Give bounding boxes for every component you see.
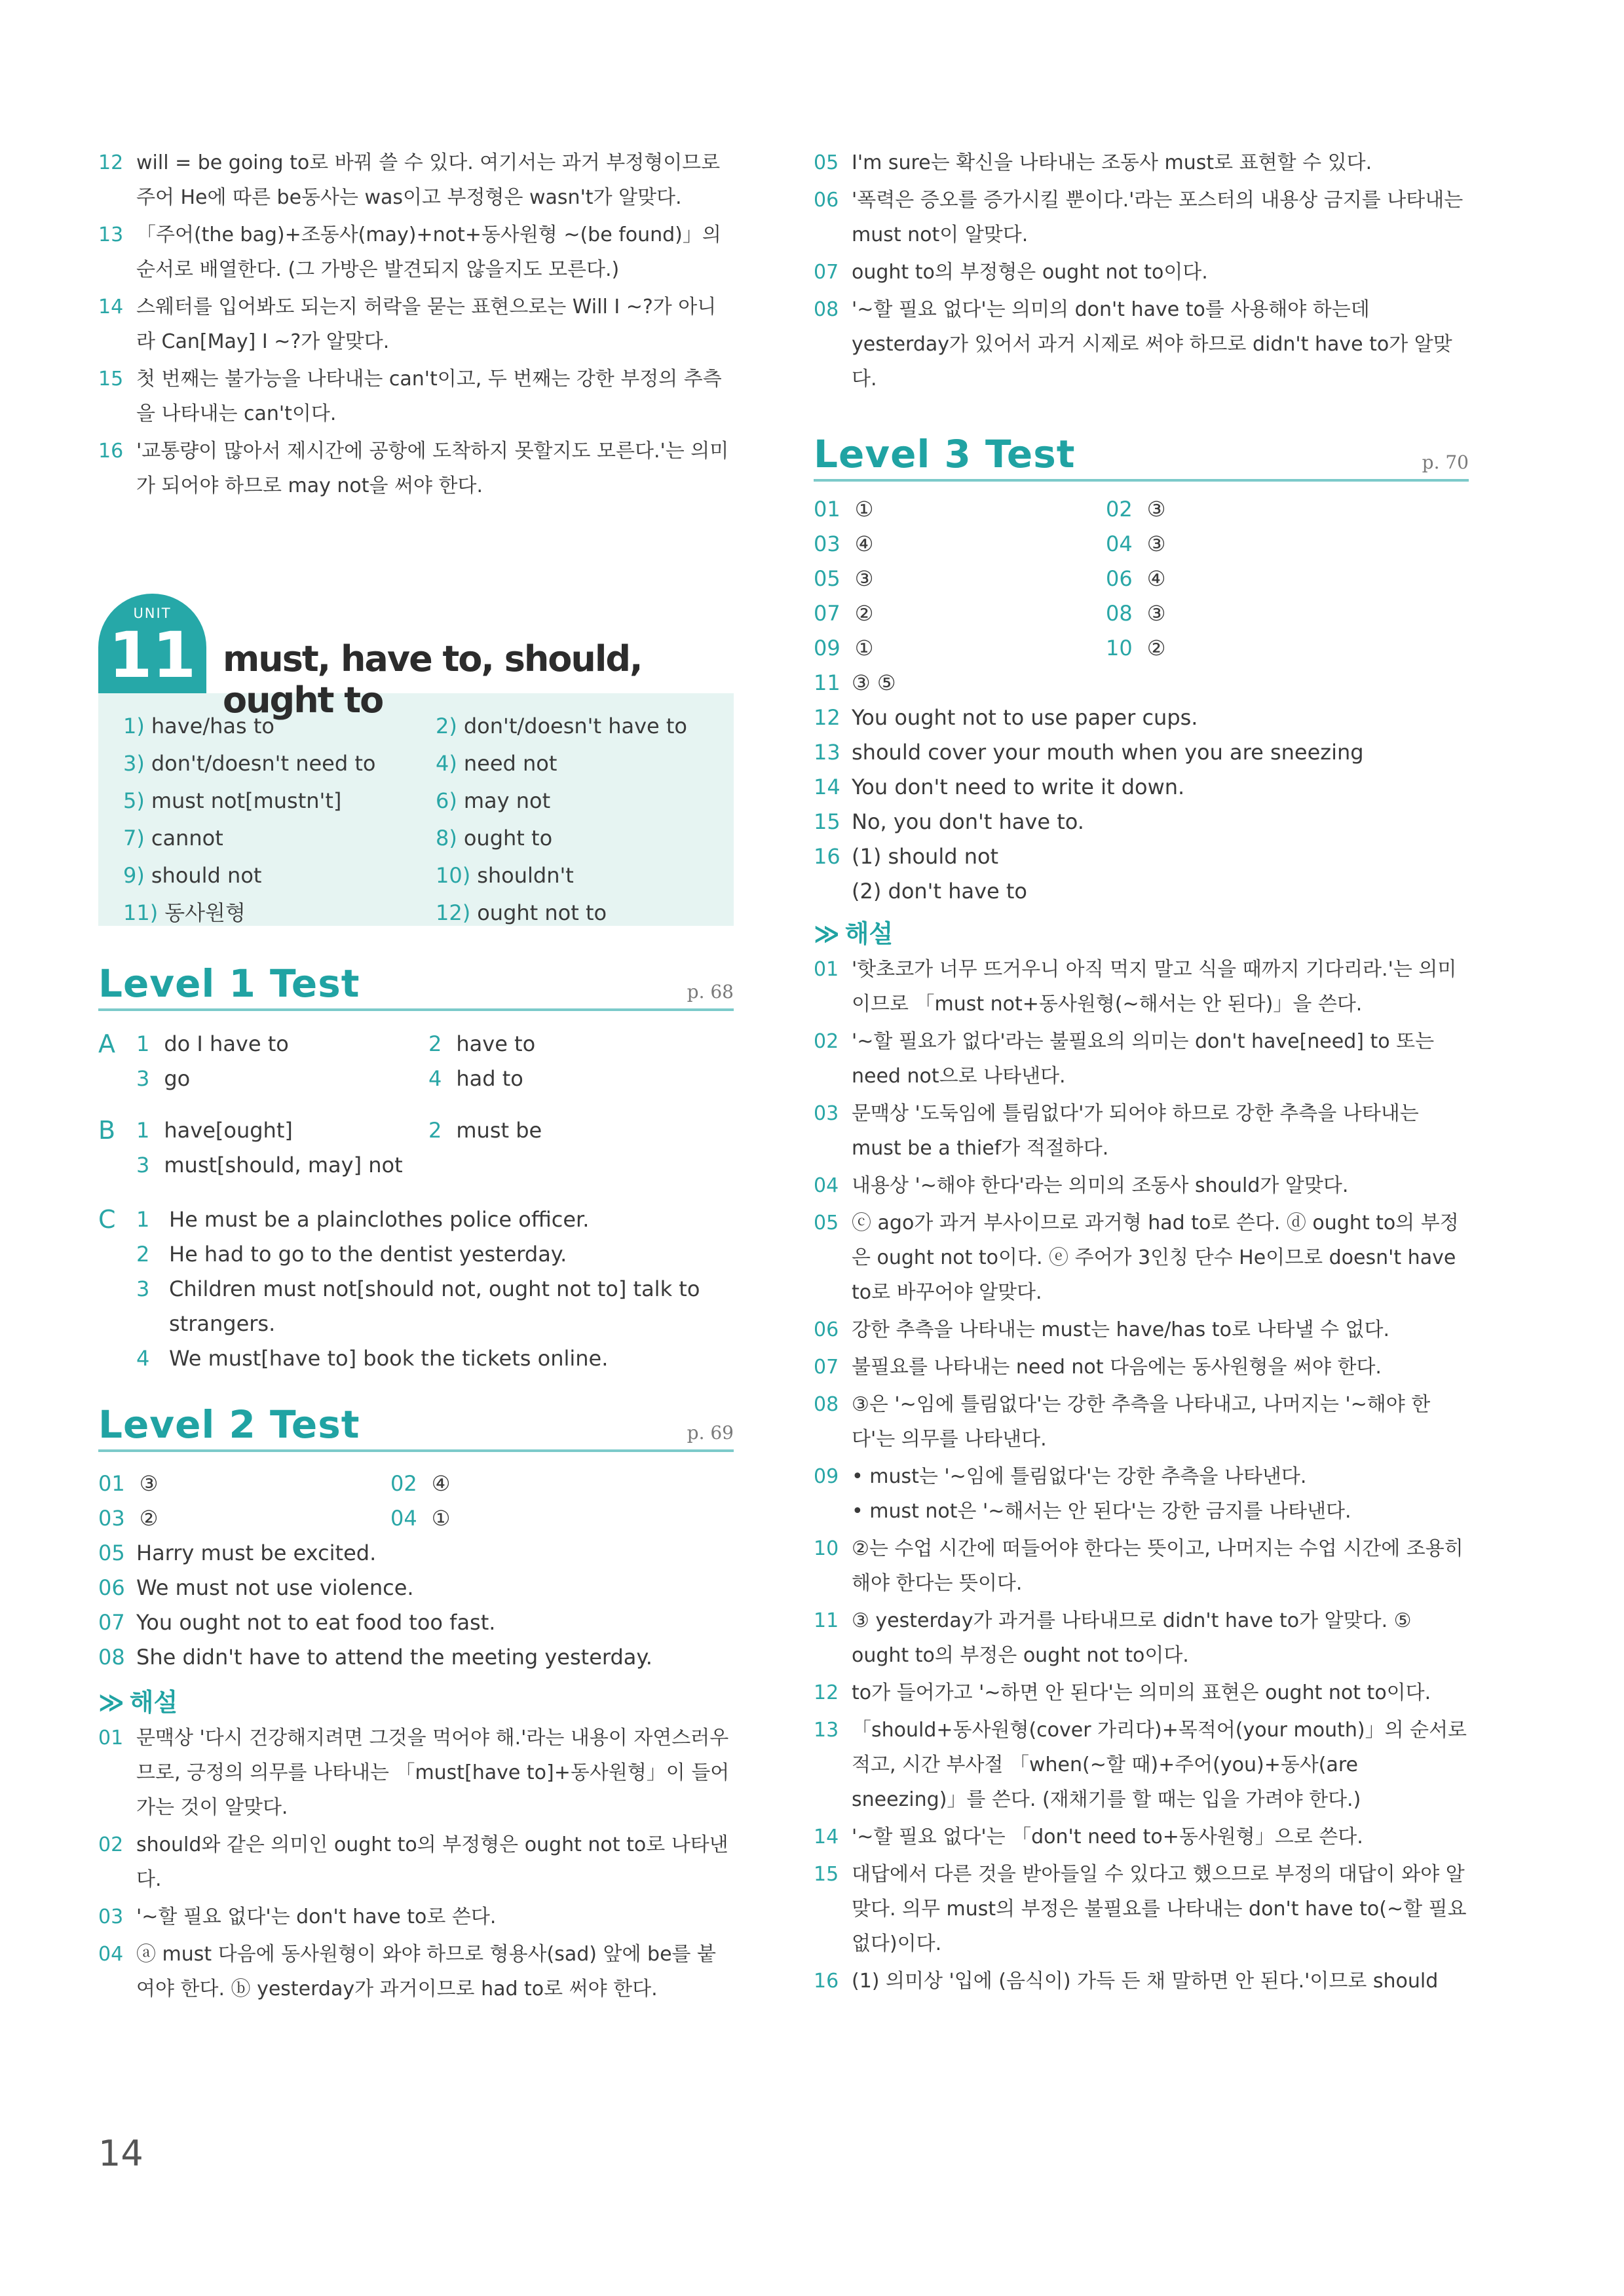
unit-number: 11 — [108, 619, 197, 692]
answer-item: 03 ④ — [814, 531, 874, 556]
explanation-item: 16 '교통량이 많아서 제시간에 공항에 도착하지 못할지도 모른다.'는 의미가 되어야 하므로 may not을 써야 한다. — [98, 440, 729, 497]
level1-header — [98, 961, 734, 1011]
answer-item: 07 You ought not to eat food too fast. — [98, 1610, 496, 1635]
explanation-item: 01 문맥상 '다시 건강해지려면 그것을 먹어야 해.'라는 내용이 자연스러우므로, 긍정의 의무를 나타내는 「must[have to]+동사원형」이 들어가는 것이 알맞다. — [98, 1727, 730, 1819]
explanation-item: 02 '~할 필요가 없다'라는 불필요의 의미는 don't have[need] to 또는 need not으로 나타낸다. — [814, 1030, 1435, 1088]
explanation-item: 08 ③은 '~임에 틀림없다'는 강한 추측을 나타내고, 나머지는 '~해야 한다'는 의무를 나타낸다. — [814, 1393, 1431, 1451]
unit-answer: 11) 동사원형 — [123, 900, 246, 925]
answer-item: (2) don't have to — [852, 879, 1027, 904]
answer-item: 2 must be — [428, 1118, 542, 1143]
explanation-item: 03 문맥상 '도둑임에 틀림없다'가 되어야 하므로 강한 추측을 나타내는 must be a thief가 적절하다. — [814, 1102, 1419, 1160]
answer-item: 2 He had to go to the dentist yesterday. — [136, 1242, 567, 1267]
explanation-item: 14 스웨터를 입어봐도 되는지 허락을 묻는 표현으로는 Will I ~?가 아니라 Can[May] I ~?가 알맞다. — [98, 296, 717, 353]
level2-title: Level 2 Test — [98, 1402, 360, 1447]
explanation-item: 10 ②는 수업 시간에 떠들어야 한다는 뜻이고, 나머지는 수업 시간에 조용히 해야 한다는 뜻이다. — [814, 1537, 1463, 1595]
level2-answer-grid — [98, 1466, 734, 1536]
answer-item: 01 ① — [814, 497, 874, 522]
answer-item: 1 He must be a plainclothes police officer. — [136, 1207, 590, 1232]
explanation-item: 08 '~할 필요 없다'는 의미의 don't have to를 사용해야 하는데 yesterday가 있어서 과거 시제로 써야 하므로 didn't have to가 알맞다. — [814, 298, 1452, 391]
explanation-item: 13 「should+동사원형(cover 가리다)+목적어(your mouth)」의 순서로 적고, 시간 부사절 「when(~할 때)+주어(you)+동사(are sneezing)」를 쓴다. (재채기를 할 때는 입을 가려야 한다.) — [814, 1719, 1467, 1811]
level1-title: Level 1 Test — [98, 961, 360, 1006]
explanation-item: 12 will = be going to로 바꿔 쓸 수 있다. 여기서는 과거 부정형이므로 주어 He에 따른 be동사는 was이고 부정형은 wasn't가 알맞다. — [98, 151, 721, 209]
answer-item: 2 have to — [428, 1031, 536, 1056]
explanation-item: 06 '폭력은 증오를 증가시킬 뿐이다.'라는 포스터의 내용상 금지를 나타내는 must not이 알맞다. — [814, 189, 1463, 246]
unit-badge — [98, 594, 206, 693]
answer-item: 04 ③ — [1106, 531, 1166, 556]
right-column — [814, 145, 1469, 2001]
unit-answer: 7) cannot — [123, 826, 223, 851]
answer-item: 05 Harry must be excited. — [98, 1540, 377, 1565]
explanation-item: 05 I'm sure는 확신을 나타내는 조동사 must로 표현할 수 있다. — [814, 151, 1372, 174]
explanation-item: 04 내용상 '~해야 한다'라는 의미의 조동사 should가 알맞다. — [814, 1174, 1349, 1197]
explanation-item: 07 불필요를 나타내는 need not 다음에는 동사원형을 써야 한다. — [814, 1356, 1382, 1379]
explanation-item: 13 「주어(the bag)+조동사(may)+not+동사원형 ~(be found)」의 순서로 배열한다. (그 가방은 발견되지 않을지도 모른다.) — [98, 223, 721, 281]
answer-item: 11 ③ ⑤ — [814, 670, 896, 695]
unit-title: must, have to, should, ought to — [223, 638, 642, 721]
level2-page-ref: p. 69 — [687, 1422, 734, 1444]
unit-answer: 2) don't/doesn't have to — [436, 714, 687, 738]
level1-section-b: B 1 have[ought] 2 must be 3 must[should, may] not — [98, 1113, 734, 1183]
unit-answer: 5) must not[mustn't] — [123, 788, 342, 813]
unit-answer: 1) have/has to — [123, 714, 274, 738]
level3-page-ref: p. 70 — [1422, 451, 1469, 473]
answer-item: 02 ④ — [390, 1471, 451, 1496]
unit-answer: 9) should not — [123, 863, 262, 888]
explanation-item: 05 ⓒ ago가 과거 부사이므로 과거형 had to로 쓴다. ⓓ ought to의 부정은 ought not to이다. ⓔ 주어가 3인칭 단수 He이므로 doesn't have to로 바꾸어야 알맞다. — [814, 1212, 1459, 1304]
explanation-item: 01 '핫초코가 너무 뜨거우니 아직 먹지 말고 식을 때까지 기다리라.'는 의미이므로 「must not+동사원형(~해서는 안 된다)」을 쓴다. — [814, 958, 1457, 1016]
answer-item: 13 should cover your mouth when you are sneezing — [814, 740, 1364, 765]
double-chevron-icon: ≫ — [814, 919, 837, 948]
explanation-item: 15 대답에서 다른 것을 받아들일 수 있다고 했으므로 부정의 대답이 와야 알맞다. 의무 must의 부정은 불필요를 나타내는 don't have to(~할 필요 없다)이다. — [814, 1863, 1467, 1955]
answer-item: 06 We must not use violence. — [98, 1575, 414, 1600]
answer-item: 1 do I have to — [136, 1031, 289, 1056]
unit-answer: 8) ought to — [436, 826, 553, 851]
unit-answer: 3) don't/doesn't need to — [123, 751, 376, 776]
answer-item: 01 ③ — [98, 1471, 159, 1496]
unit-answer-box — [98, 693, 734, 926]
answer-item: 12 You ought not to use paper cups. — [814, 705, 1198, 730]
level1-section-a: A 1 do I have to 2 have to 3 go 4 had to — [98, 1027, 734, 1096]
answer-item: 03 ② — [98, 1506, 159, 1531]
answer-item: 4 We must[have to] book the tickets online. — [136, 1346, 609, 1371]
unit-label: UNIT — [133, 605, 172, 621]
answer-item: 09 ① — [814, 636, 874, 660]
answer-item: 16 (1) should not — [814, 844, 999, 869]
explanation-item: 16 (1) 의미상 '입에 (음식이) 가득 든 채 말하면 안 된다.'이므로 should — [814, 1970, 1439, 1993]
explanation-item: 11 ③ yesterday가 과거를 나타내므로 didn't have to가 알맞다. ⑤ ought to의 부정은 ought not to이다. — [814, 1609, 1412, 1667]
page-number: 14 — [98, 2133, 143, 2174]
answer-item: 04 ① — [390, 1506, 451, 1531]
double-chevron-icon: ≫ — [98, 1688, 122, 1717]
explanation-item: 03 '~할 필요 없다'는 don't have to로 쓴다. — [98, 1905, 497, 1928]
answer-item: 3 Children must not[should not, ought not to] talk to strangers. — [136, 1276, 700, 1336]
answer-item: 1 have[ought] — [136, 1118, 293, 1143]
explanation-item: 12 to가 들어가고 '~하면 안 된다'는 의미의 표현은 ought not to이다. — [814, 1681, 1431, 1704]
answer-item: 07 ② — [814, 601, 874, 626]
answer-item: 3 go — [136, 1066, 191, 1091]
unit-answer: 6) may not — [436, 788, 551, 813]
explanation-item: 14 '~할 필요 없다'는 「don't need to+동사원형」으로 쓴다. — [814, 1826, 1363, 1848]
answer-item: 4 had to — [428, 1066, 523, 1091]
answer-item: 05 ③ — [814, 566, 874, 591]
explanation-item: 15 첫 번째는 불가능을 나타내는 can't이고, 두 번째는 강한 부정의 추측을 나타내는 can't이다. — [98, 368, 722, 425]
level3-answer-grid — [814, 492, 1469, 666]
level3-title: Level 3 Test — [814, 432, 1076, 476]
unit-header — [98, 594, 734, 721]
explanation-item: 09 • must는 '~임에 틀림없다'는 강한 추측을 나타낸다. • must not은 '~해서는 안 된다'는 강한 금지를 나타낸다. — [814, 1465, 1351, 1523]
left-column — [98, 145, 734, 2009]
answer-item: 06 ④ — [1106, 566, 1166, 591]
explanation-item: 04 ⓐ must 다음에 동사원형이 와야 하므로 형용사(sad) 앞에 be를 붙여야 한다. ⓑ yesterday가 과거이므로 had to로 써야 한다. — [98, 1943, 717, 2000]
explanation-item: 06 강한 추측을 나타내는 must는 have/has to로 나타낼 수 없다. — [814, 1318, 1389, 1341]
answer-item: 3 must[should, may] not — [136, 1153, 403, 1177]
answer-item: 10 ② — [1106, 636, 1166, 660]
unit-answer: 4) need not — [436, 751, 557, 776]
level2-explanation-heading: ≫ 해설 — [98, 1688, 178, 1717]
level1-section-c: C 1 He must be a plainclothes police officer. 2 He had to go to the dentist yesterday. 3 Children must not[should not, ought not to] talk to strangers. 4 We must[have to] book the tickets online. — [98, 1202, 734, 1376]
explanation-item: 07 ought to의 부정형은 ought not to이다. — [814, 261, 1208, 284]
unit-answer: 10) shouldn't — [436, 863, 574, 888]
explanation-list-top-left — [98, 145, 734, 503]
answer-item: 02 ③ — [1106, 497, 1166, 522]
answer-item: 14 You don't need to write it down. — [814, 775, 1185, 799]
answer-item: 15 No, you don't have to. — [814, 809, 1084, 834]
answer-item: 08 ③ — [1106, 601, 1166, 626]
level1-page-ref: p. 68 — [687, 981, 734, 1003]
unit-answer: 12) ought not to — [436, 900, 607, 925]
answer-item: 08 She didn't have to attend the meeting yesterday. — [98, 1645, 652, 1670]
level3-header — [814, 432, 1469, 482]
level2-header — [98, 1402, 734, 1452]
explanation-item: 02 should와 같은 의미인 ought to의 부정형은 ought not to로 나타낸다. — [98, 1833, 728, 1891]
level3-explanation-heading: ≫ 해설 — [814, 919, 894, 948]
